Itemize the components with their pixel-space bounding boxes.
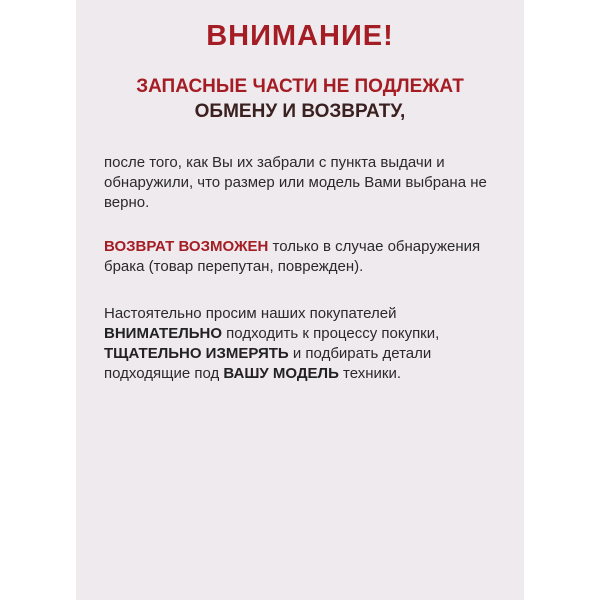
request-text-2: подходить к процессу покупки, [222, 325, 440, 342]
return-possible-text: только в случае обнаружения брака (товар перепутан, поврежден). [104, 238, 481, 275]
paragraph-return-possible [104, 237, 504, 277]
request-text-4: техники. [338, 365, 402, 382]
subtitle-line-1: ЗАПАСНЫЕ ЧАСТИ НЕ ПОДЛЕЖАТ [136, 76, 464, 97]
subtitle-line-2: ОБМЕНУ И ВОЗВРАТУ, [194, 101, 406, 122]
notice-subtitle [76, 74, 524, 124]
request-text-3: и подбирать детали подходящие под [104, 345, 432, 382]
request-bold-measure: ТЩАТЕЛЬНО ИЗМЕРЯТЬ [104, 345, 289, 362]
return-possible-highlight: ВОЗВРАТ ВОЗМОЖЕН [104, 238, 269, 255]
notice-title: ВНИМАНИЕ! [206, 20, 394, 52]
request-bold-attentive: ВНИМАТЕЛЬНО [104, 325, 223, 342]
paragraph-return-conditions: после того, как Вы их забрали с пункта выдачи и обнаружили, что размер или модель Вами выбрана не верно. [104, 154, 487, 211]
request-text-1: Настоятельно просим наших покупателей [104, 305, 397, 322]
notice-card [76, 0, 524, 600]
paragraph-request [104, 304, 504, 384]
request-bold-your-model: ВАШУ МОДЕЛЬ [223, 365, 339, 382]
